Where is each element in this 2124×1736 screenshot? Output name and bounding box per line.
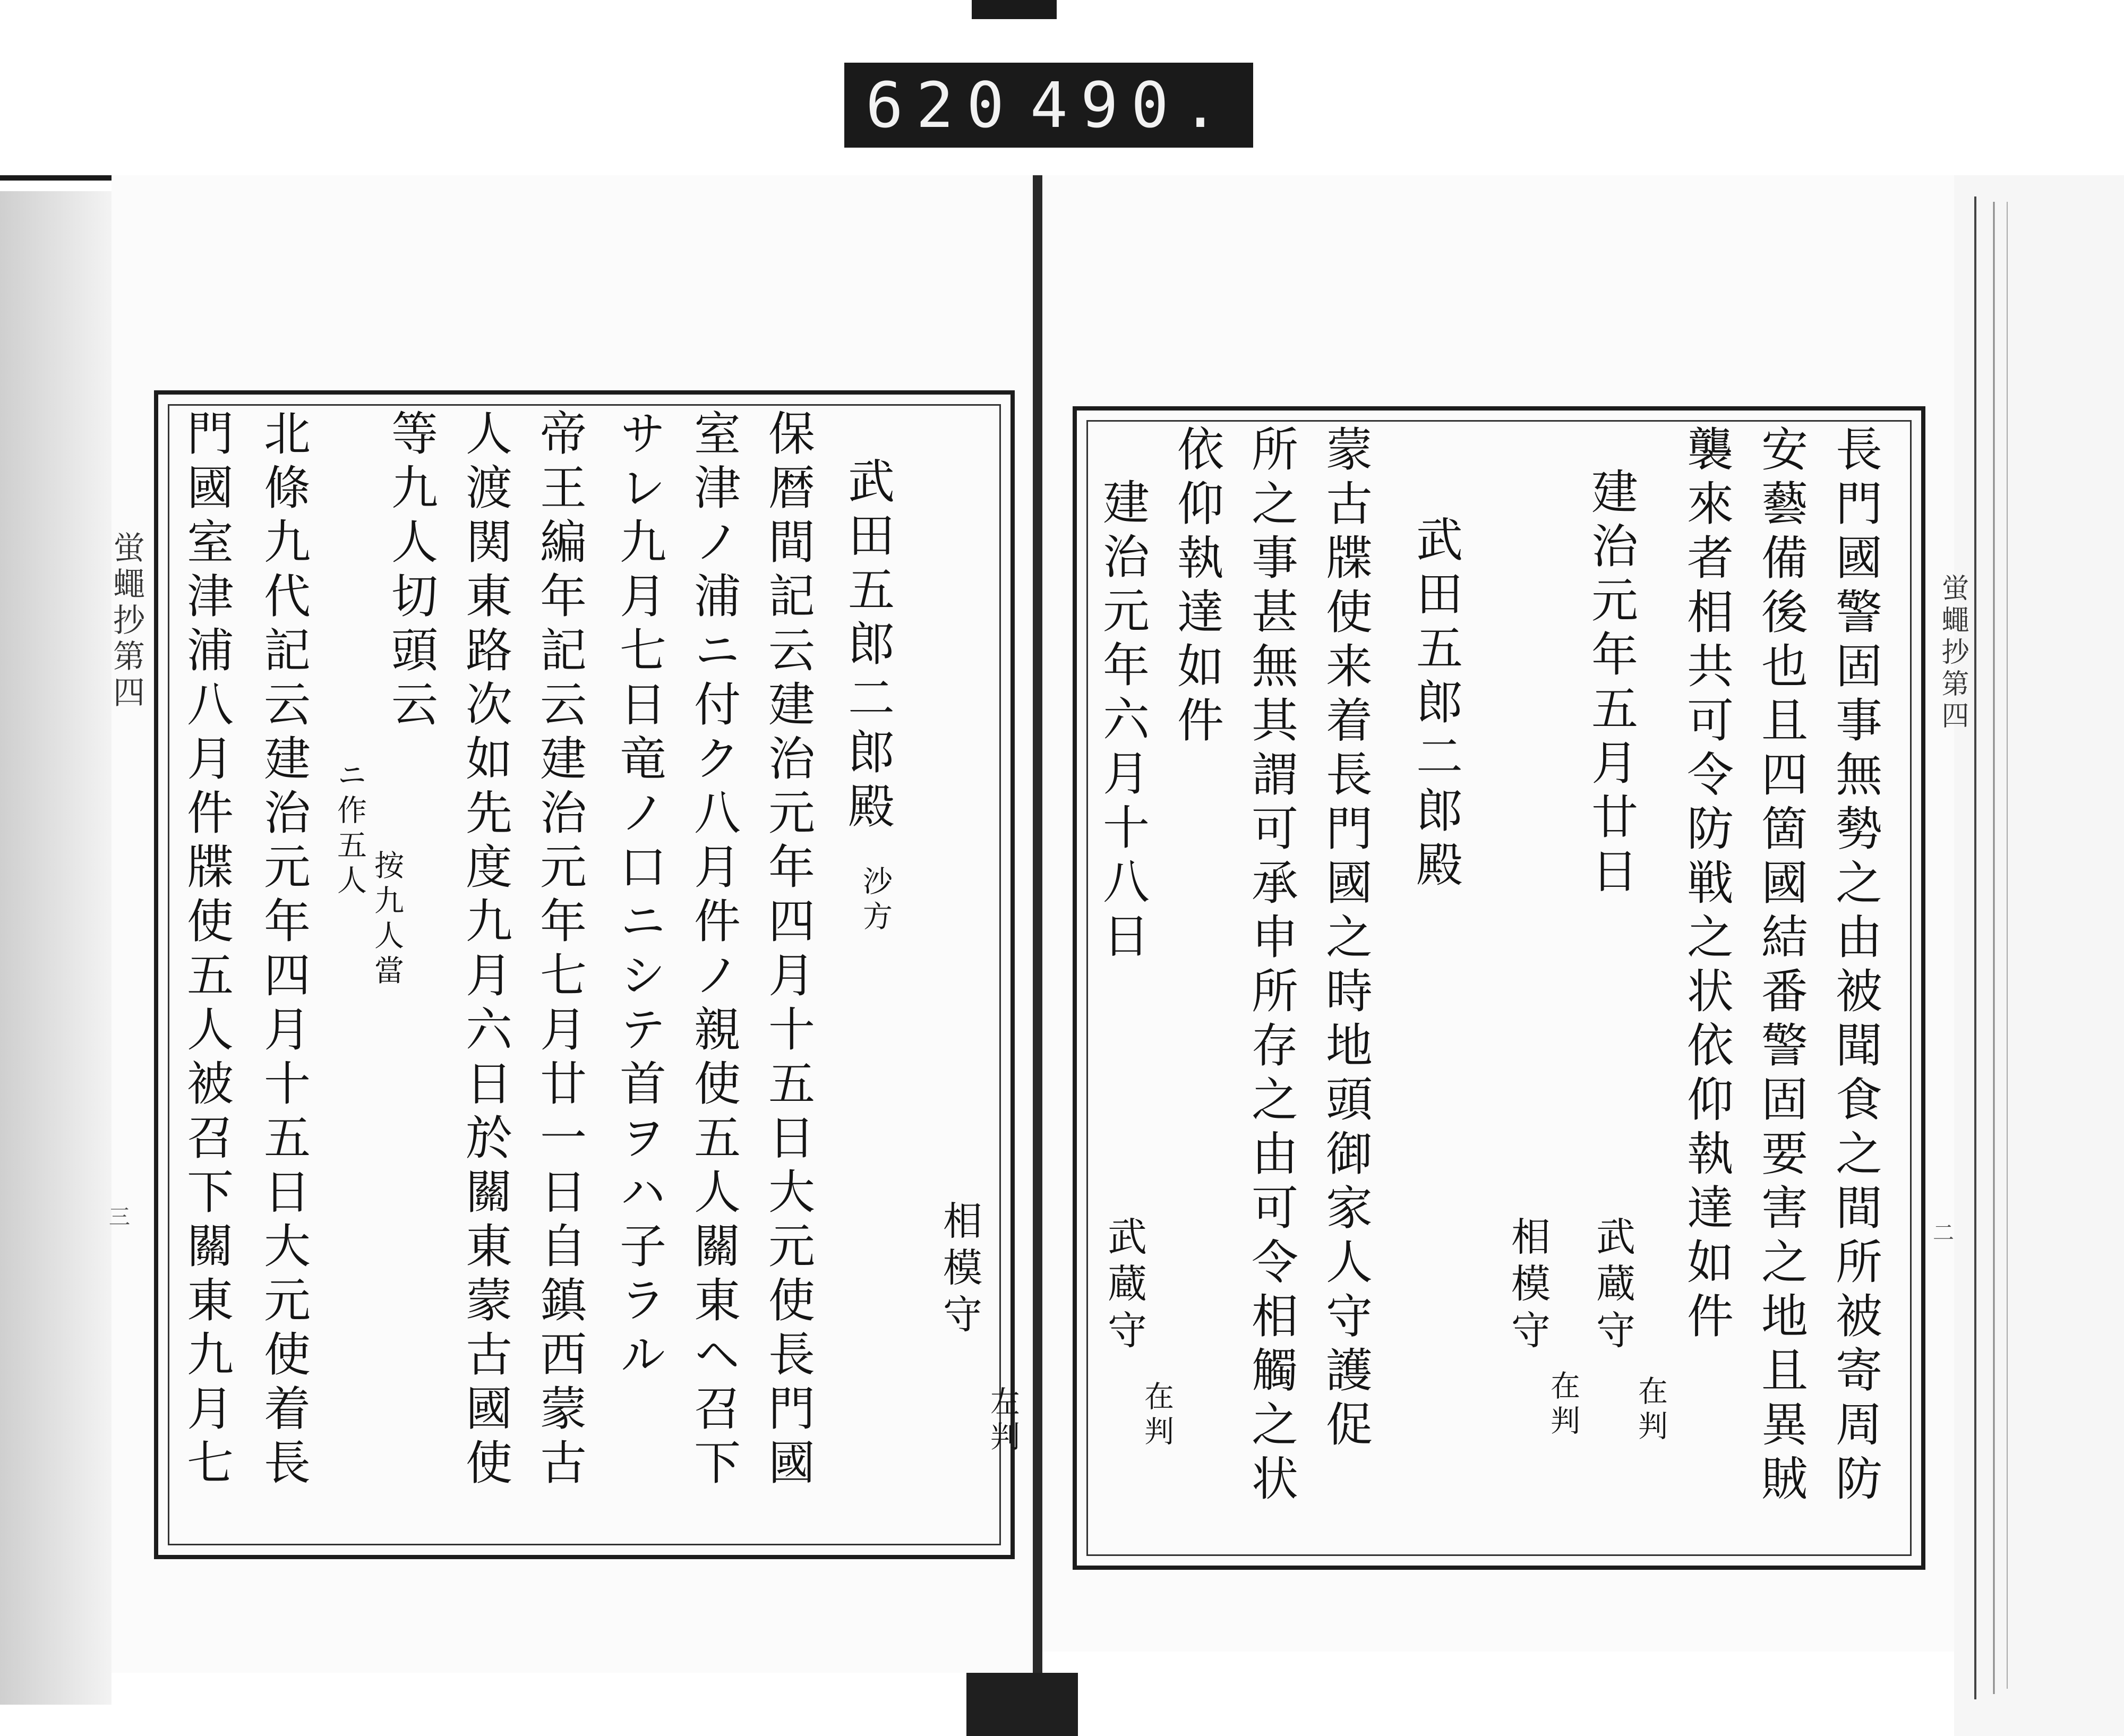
left-page-edge bbox=[0, 191, 112, 1705]
right-date: 建治元年六月十八日 bbox=[1095, 478, 1150, 965]
right-signer-seal: 在判 bbox=[1140, 1381, 1174, 1451]
right-signer: 相模守 bbox=[1505, 1216, 1551, 1356]
right-signer: 武蔵守 bbox=[1101, 1216, 1147, 1356]
right-text-column: 蒙古牒使来着長門國之時地頭御家人守護促 bbox=[1318, 425, 1373, 1454]
right-date: 建治元年五月廿日 bbox=[1584, 467, 1639, 901]
left-addressee-note: 沙方 bbox=[858, 866, 893, 936]
left-text-column: 等九人切頭云 bbox=[384, 409, 439, 734]
right-page-number: 二 bbox=[1933, 1221, 1954, 1245]
left-signer: 相模守 bbox=[937, 1200, 982, 1340]
right-text-column: 襲來者相共可令防戦之状依仰執達如件 bbox=[1680, 425, 1734, 1346]
left-addressee: 武田五郎二郎殿 bbox=[841, 457, 895, 836]
left-annotation: 按九人當 bbox=[370, 850, 404, 990]
right-signer-seal: 在判 bbox=[1633, 1375, 1668, 1446]
right-text-column: 長門國警固事無勢之由被聞食之間所被寄周防 bbox=[1828, 425, 1883, 1508]
right-addressee: 武田五郎二郎殿 bbox=[1409, 515, 1463, 894]
right-text-column: 安藝備後也且四箇國結番警固要害之地且異賊 bbox=[1754, 425, 1809, 1508]
spine-shadow bbox=[966, 1673, 1078, 1736]
right-text-column: 依仰執達如件 bbox=[1170, 425, 1224, 750]
left-annotation: ニ作五人 bbox=[332, 759, 367, 900]
left-text-column: 室津ノ浦ニ付ク八月件ノ親使五人關東ヘ召下 bbox=[687, 409, 741, 1492]
left-text-column: 帝王編年記云建治元年七月廿一日自鎮西蒙古 bbox=[533, 409, 587, 1492]
right-signer: 武蔵守 bbox=[1590, 1216, 1635, 1356]
left-page-number: 三 bbox=[109, 1205, 130, 1229]
left-text-column: サレ九月七日竜ノ口ニシテ首ヲハ子ラル bbox=[612, 409, 667, 1384]
left-text-column: 門國室津浦八月件牒使五人被召下關東九月七 bbox=[179, 409, 234, 1492]
right-signer-seal: 在判 bbox=[1546, 1370, 1580, 1440]
right-text-column: 所之事甚無其謂可承申所存之由可令相觸之状 bbox=[1244, 425, 1299, 1508]
book-spine bbox=[1033, 175, 1042, 1715]
left-text-column: 北條九代記云建治元年四月十五日大元使着長 bbox=[256, 409, 311, 1492]
left-text-column: 保暦間記云建治元年四月十五日大元使長門國 bbox=[761, 409, 816, 1492]
frame-number-label bbox=[844, 63, 1253, 148]
frame-number-right: 490. bbox=[1030, 69, 1232, 142]
right-margin-title: 蛍蠅抄第四 bbox=[1937, 574, 1968, 733]
left-margin-title: 蛍蠅抄第四 bbox=[108, 531, 145, 712]
frame-number-left: 620 bbox=[866, 69, 1017, 142]
left-signer-seal: 左判 bbox=[986, 1386, 1020, 1456]
top-film-strip bbox=[972, 0, 1057, 19]
left-text-column: 人渡関東路次如先度九月六日於關東蒙古國使 bbox=[458, 409, 513, 1492]
